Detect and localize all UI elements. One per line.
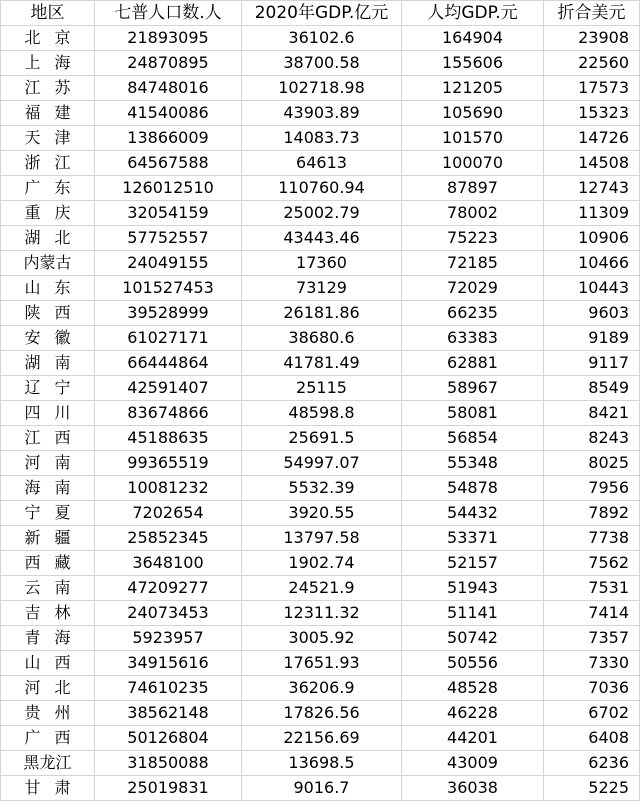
cell-gdp-per-capita: 54878 <box>402 476 544 501</box>
header-population: 七普人口数.人 <box>95 1 242 26</box>
table-row <box>1 26 640 51</box>
table-row <box>1 451 640 476</box>
table-row <box>1 701 640 726</box>
cell-gdp: 13797.58 <box>242 526 402 551</box>
cell-region: 河南 <box>1 451 95 476</box>
cell-region: 宁夏 <box>1 501 95 526</box>
cell-usd: 11309 <box>544 201 640 226</box>
table-row <box>1 376 640 401</box>
header-gdp: 2020年GDP.亿元 <box>242 1 402 26</box>
cell-population: 7202654 <box>95 501 242 526</box>
cell-population: 24049155 <box>95 251 242 276</box>
cell-usd: 7330 <box>544 651 640 676</box>
cell-region: 云南 <box>1 576 95 601</box>
cell-population: 32054159 <box>95 201 242 226</box>
cell-gdp: 24521.9 <box>242 576 402 601</box>
cell-gdp-per-capita: 121205 <box>402 76 544 101</box>
cell-region: 天津 <box>1 126 95 151</box>
cell-gdp-per-capita: 58967 <box>402 376 544 401</box>
cell-population: 13866009 <box>95 126 242 151</box>
cell-gdp: 54997.07 <box>242 451 402 476</box>
cell-gdp: 22156.69 <box>242 726 402 751</box>
table-row <box>1 401 640 426</box>
cell-gdp: 26181.86 <box>242 301 402 326</box>
cell-gdp: 43443.46 <box>242 226 402 251</box>
cell-usd: 7892 <box>544 501 640 526</box>
cell-gdp: 17651.93 <box>242 651 402 676</box>
cell-gdp: 73129 <box>242 276 402 301</box>
cell-population: 25852345 <box>95 526 242 551</box>
cell-gdp-per-capita: 51943 <box>402 576 544 601</box>
cell-gdp: 14083.73 <box>242 126 402 151</box>
cell-gdp: 41781.49 <box>242 351 402 376</box>
table-row <box>1 351 640 376</box>
cell-usd: 8025 <box>544 451 640 476</box>
cell-population: 42591407 <box>95 376 242 401</box>
table-row <box>1 251 640 276</box>
cell-usd: 10443 <box>544 276 640 301</box>
cell-gdp: 9016.7 <box>242 776 402 801</box>
cell-population: 50126804 <box>95 726 242 751</box>
cell-region: 江西 <box>1 426 95 451</box>
cell-region: 安徽 <box>1 326 95 351</box>
cell-region: 福建 <box>1 101 95 126</box>
cell-population: 99365519 <box>95 451 242 476</box>
cell-gdp-per-capita: 87897 <box>402 176 544 201</box>
cell-population: 10081232 <box>95 476 242 501</box>
cell-gdp-per-capita: 44201 <box>402 726 544 751</box>
cell-population: 126012510 <box>95 176 242 201</box>
cell-population: 84748016 <box>95 76 242 101</box>
cell-usd: 7357 <box>544 626 640 651</box>
cell-gdp: 48598.8 <box>242 401 402 426</box>
cell-usd: 17573 <box>544 76 640 101</box>
cell-population: 31850088 <box>95 751 242 776</box>
cell-gdp: 17360 <box>242 251 402 276</box>
header-usd: 折合美元 <box>544 1 640 26</box>
cell-population: 21893095 <box>95 26 242 51</box>
cell-gdp-per-capita: 58081 <box>402 401 544 426</box>
header-gdp-per-capita: 人均GDP.元 <box>402 1 544 26</box>
cell-gdp-per-capita: 63383 <box>402 326 544 351</box>
cell-region: 甘肃 <box>1 776 95 801</box>
cell-usd: 6236 <box>544 751 640 776</box>
cell-region: 河北 <box>1 676 95 701</box>
table-row <box>1 501 640 526</box>
cell-gdp-per-capita: 105690 <box>402 101 544 126</box>
table-row <box>1 426 640 451</box>
table-row <box>1 601 640 626</box>
cell-gdp: 12311.32 <box>242 601 402 626</box>
table-row <box>1 201 640 226</box>
cell-gdp-per-capita: 51141 <box>402 601 544 626</box>
table-row <box>1 126 640 151</box>
cell-population: 25019831 <box>95 776 242 801</box>
table-row <box>1 101 640 126</box>
cell-gdp-per-capita: 62881 <box>402 351 544 376</box>
cell-usd: 7956 <box>544 476 640 501</box>
cell-gdp: 25115 <box>242 376 402 401</box>
cell-region: 北京 <box>1 26 95 51</box>
cell-region: 西藏 <box>1 551 95 576</box>
cell-population: 57752557 <box>95 226 242 251</box>
cell-population: 24073453 <box>95 601 242 626</box>
cell-gdp-per-capita: 101570 <box>402 126 544 151</box>
cell-usd: 7036 <box>544 676 640 701</box>
cell-region: 贵州 <box>1 701 95 726</box>
table-row <box>1 226 640 251</box>
table-row <box>1 651 640 676</box>
cell-gdp-per-capita: 56854 <box>402 426 544 451</box>
cell-population: 101527453 <box>95 276 242 301</box>
cell-gdp-per-capita: 52157 <box>402 551 544 576</box>
cell-usd: 9117 <box>544 351 640 376</box>
cell-region: 山东 <box>1 276 95 301</box>
cell-gdp-per-capita: 75223 <box>402 226 544 251</box>
table-row <box>1 576 640 601</box>
table-header <box>1 1 640 26</box>
cell-region: 广东 <box>1 176 95 201</box>
cell-population: 24870895 <box>95 51 242 76</box>
cell-region: 黑龙江 <box>1 751 95 776</box>
cell-gdp-per-capita: 72029 <box>402 276 544 301</box>
cell-usd: 6702 <box>544 701 640 726</box>
cell-region: 内蒙古 <box>1 251 95 276</box>
cell-population: 41540086 <box>95 101 242 126</box>
cell-usd: 8421 <box>544 401 640 426</box>
cell-usd: 10906 <box>544 226 640 251</box>
cell-gdp: 17826.56 <box>242 701 402 726</box>
cell-gdp-per-capita: 100070 <box>402 151 544 176</box>
cell-region: 吉林 <box>1 601 95 626</box>
table-row <box>1 726 640 751</box>
cell-gdp-per-capita: 46228 <box>402 701 544 726</box>
table-row <box>1 176 640 201</box>
cell-gdp-per-capita: 164904 <box>402 26 544 51</box>
cell-gdp-per-capita: 50556 <box>402 651 544 676</box>
cell-gdp: 5532.39 <box>242 476 402 501</box>
cell-gdp: 38680.6 <box>242 326 402 351</box>
table-row <box>1 326 640 351</box>
cell-region: 湖北 <box>1 226 95 251</box>
header-region: 地区 <box>1 1 95 26</box>
cell-usd: 7414 <box>544 601 640 626</box>
cell-region: 江苏 <box>1 76 95 101</box>
cell-gdp: 3920.55 <box>242 501 402 526</box>
cell-region: 青海 <box>1 626 95 651</box>
table-body <box>1 26 640 801</box>
cell-gdp: 13698.5 <box>242 751 402 776</box>
cell-gdp: 1902.74 <box>242 551 402 576</box>
cell-region: 海南 <box>1 476 95 501</box>
cell-region: 新疆 <box>1 526 95 551</box>
table-row <box>1 526 640 551</box>
cell-population: 39528999 <box>95 301 242 326</box>
cell-usd: 23908 <box>544 26 640 51</box>
cell-gdp-per-capita: 54432 <box>402 501 544 526</box>
table-row <box>1 626 640 651</box>
cell-population: 74610235 <box>95 676 242 701</box>
cell-population: 47209277 <box>95 576 242 601</box>
cell-usd: 6408 <box>544 726 640 751</box>
cell-gdp: 25691.5 <box>242 426 402 451</box>
table-row <box>1 751 640 776</box>
cell-gdp: 110760.94 <box>242 176 402 201</box>
table-row <box>1 276 640 301</box>
cell-gdp-per-capita: 55348 <box>402 451 544 476</box>
cell-population: 3648100 <box>95 551 242 576</box>
header-row <box>1 1 640 26</box>
table-row <box>1 676 640 701</box>
cell-population: 45188635 <box>95 426 242 451</box>
cell-gdp-per-capita: 72185 <box>402 251 544 276</box>
cell-gdp-per-capita: 53371 <box>402 526 544 551</box>
cell-gdp-per-capita: 50742 <box>402 626 544 651</box>
cell-population: 5923957 <box>95 626 242 651</box>
cell-gdp-per-capita: 43009 <box>402 751 544 776</box>
cell-region: 四川 <box>1 401 95 426</box>
cell-gdp: 64613 <box>242 151 402 176</box>
cell-gdp-per-capita: 66235 <box>402 301 544 326</box>
cell-usd: 5225 <box>544 776 640 801</box>
cell-gdp-per-capita: 36038 <box>402 776 544 801</box>
cell-population: 66444864 <box>95 351 242 376</box>
table-row <box>1 151 640 176</box>
cell-gdp: 3005.92 <box>242 626 402 651</box>
cell-region: 广西 <box>1 726 95 751</box>
table-row <box>1 301 640 326</box>
cell-population: 38562148 <box>95 701 242 726</box>
table-row <box>1 51 640 76</box>
cell-usd: 8243 <box>544 426 640 451</box>
cell-gdp: 43903.89 <box>242 101 402 126</box>
cell-usd: 22560 <box>544 51 640 76</box>
cell-gdp-per-capita: 78002 <box>402 201 544 226</box>
cell-region: 山西 <box>1 651 95 676</box>
cell-usd: 12743 <box>544 176 640 201</box>
cell-population: 64567588 <box>95 151 242 176</box>
cell-usd: 14508 <box>544 151 640 176</box>
cell-gdp-per-capita: 48528 <box>402 676 544 701</box>
cell-population: 83674866 <box>95 401 242 426</box>
cell-usd: 8549 <box>544 376 640 401</box>
table-row <box>1 476 640 501</box>
cell-region: 辽宁 <box>1 376 95 401</box>
cell-region: 上海 <box>1 51 95 76</box>
cell-population: 61027171 <box>95 326 242 351</box>
cell-usd: 7738 <box>544 526 640 551</box>
cell-gdp-per-capita: 155606 <box>402 51 544 76</box>
cell-gdp: 38700.58 <box>242 51 402 76</box>
cell-gdp: 25002.79 <box>242 201 402 226</box>
cell-region: 湖南 <box>1 351 95 376</box>
cell-usd: 7562 <box>544 551 640 576</box>
cell-gdp: 36206.9 <box>242 676 402 701</box>
cell-region: 重庆 <box>1 201 95 226</box>
cell-region: 陕西 <box>1 301 95 326</box>
cell-usd: 7531 <box>544 576 640 601</box>
cell-usd: 15323 <box>544 101 640 126</box>
table-row <box>1 551 640 576</box>
cell-usd: 9189 <box>544 326 640 351</box>
cell-gdp: 36102.6 <box>242 26 402 51</box>
cell-gdp: 102718.98 <box>242 76 402 101</box>
cell-usd: 14726 <box>544 126 640 151</box>
cell-usd: 9603 <box>544 301 640 326</box>
table-row <box>1 776 640 801</box>
cell-region: 浙江 <box>1 151 95 176</box>
table-row <box>1 76 640 101</box>
cell-usd: 10466 <box>544 251 640 276</box>
cell-population: 34915616 <box>95 651 242 676</box>
